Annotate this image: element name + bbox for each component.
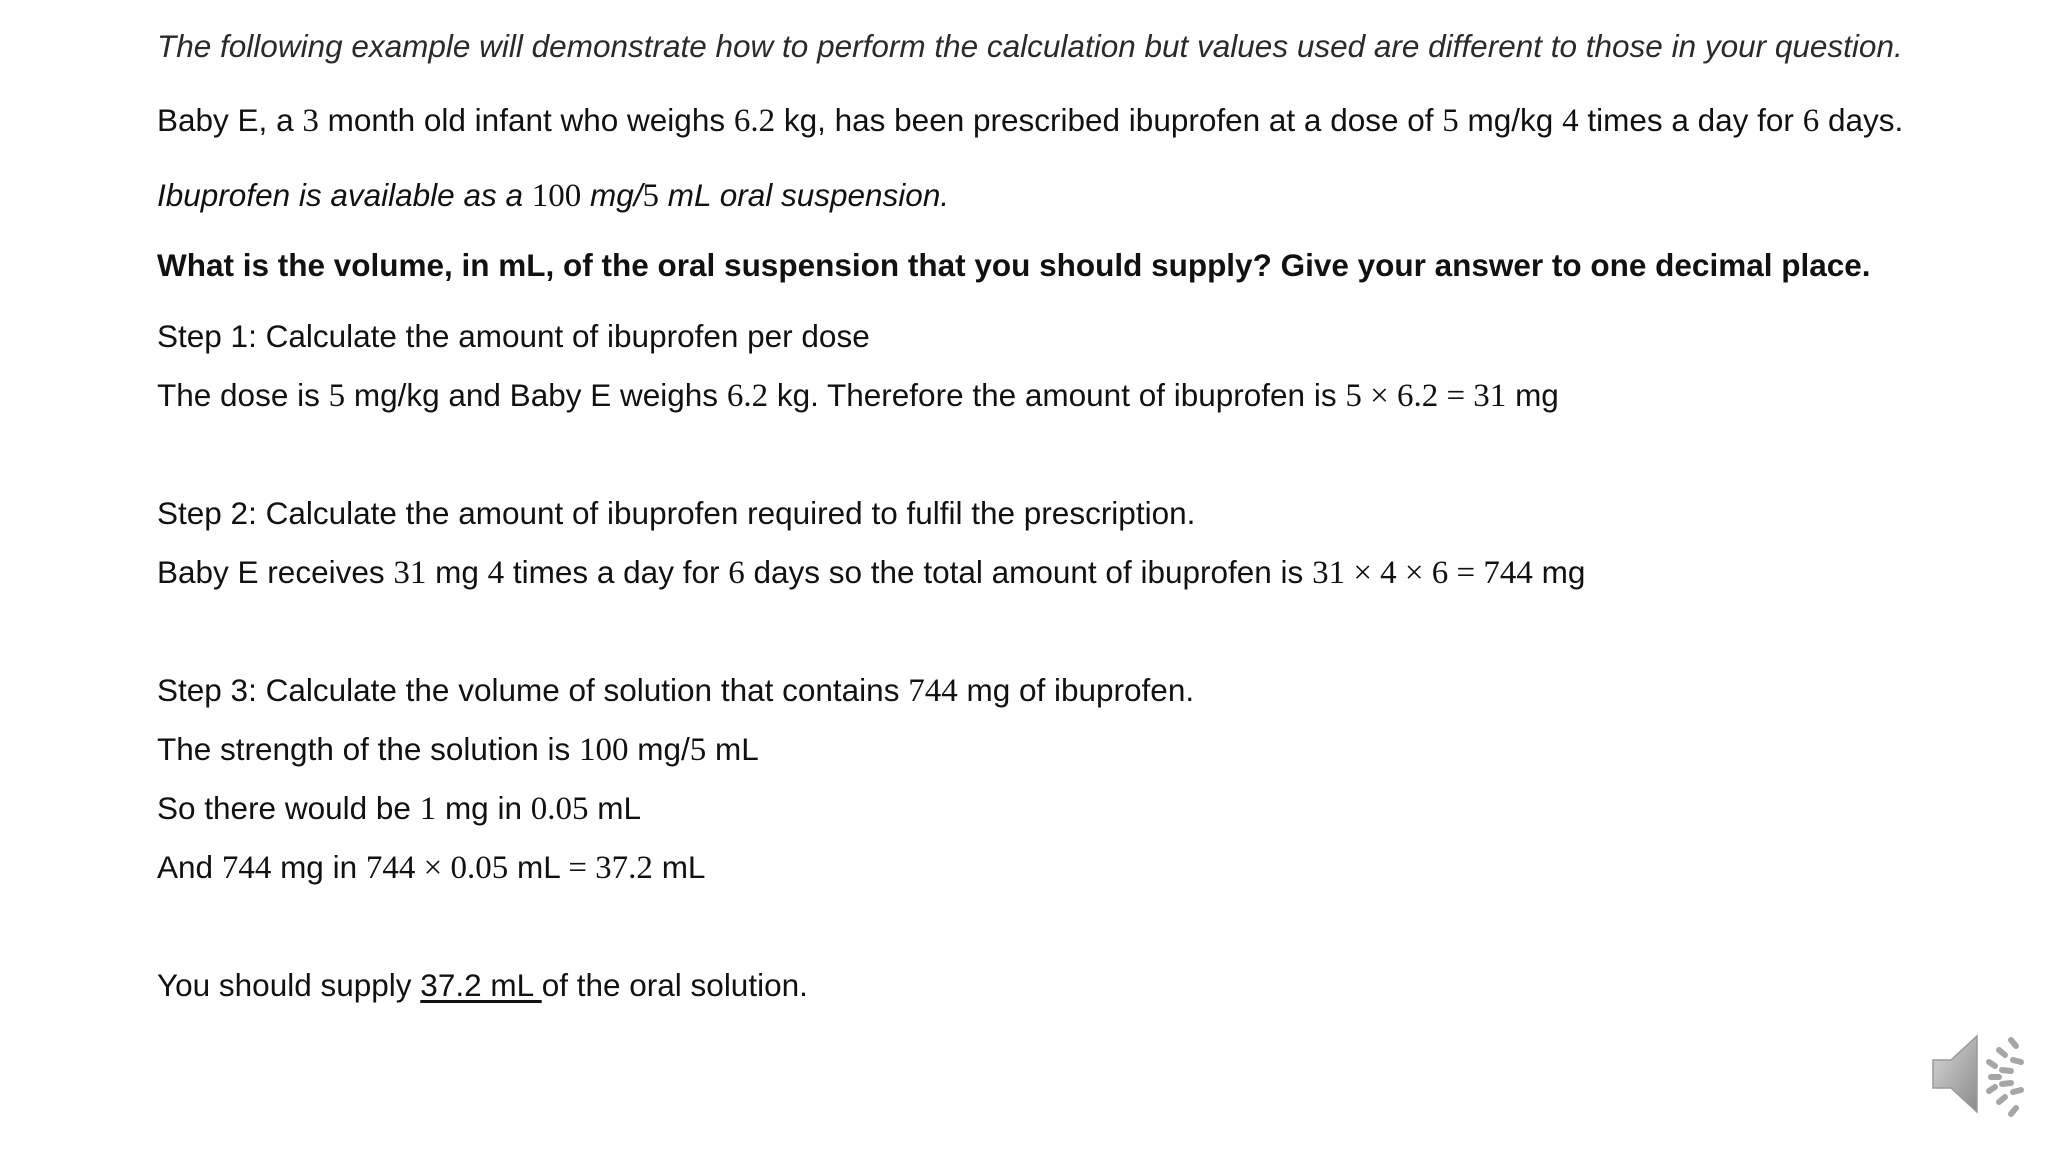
step3-strength-unit1: mg/: [628, 731, 690, 767]
step3-heading-amount: 744: [908, 673, 958, 709]
step2-amount: 31: [393, 555, 427, 591]
scenario-mid3: mg/kg: [1458, 102, 1563, 138]
step3-total-eq-b: = 37.2: [568, 850, 653, 886]
step2-text-a: Baby E receives: [157, 554, 394, 590]
step2-freq: 4: [487, 555, 505, 591]
question-text: What is the volume, in mL, of the oral suspension that you should supply? Give your answer to one decimal place.: [157, 247, 1871, 283]
step1-dose: 5: [328, 378, 346, 414]
slide-content: [157, 0, 2017, 1152]
speaker-icon[interactable]: [1925, 1022, 2030, 1127]
step2-text-b: mg: [426, 554, 488, 590]
step3-heading: [157, 670, 1194, 711]
step1-weight: 6.2: [726, 378, 769, 414]
scenario-days: 6: [1802, 103, 1820, 139]
answer-suffix: of the oral solution.: [541, 967, 808, 1003]
scenario-dose: 5: [1442, 103, 1459, 139]
step3-total-eq-a: 744 × 0.05: [365, 850, 509, 886]
step3-heading-a: Step 3: Calculate the volume of solution that contains: [157, 672, 909, 708]
step2-unit: mg: [1532, 554, 1586, 590]
scenario-mid1: month old infant who weighs: [318, 102, 734, 138]
step1-text-b: mg/kg and Baby E weighs: [345, 377, 727, 413]
step2-text-d: days so the total amount of ibuprofen is: [744, 554, 1313, 590]
availability-unit1: mg/: [581, 177, 643, 213]
availability-strength-num: 100: [531, 178, 582, 214]
step2-text: [157, 552, 1585, 593]
step1-heading: Step 1: Calculate the amount of ibuprofen per dose: [157, 318, 870, 354]
scenario-mid2: kg, has been prescribed ibuprofen at a dose of: [775, 102, 1443, 138]
step1-text: [157, 375, 1559, 416]
scenario-age: 3: [302, 103, 319, 139]
step3-per-mg-one: 1: [419, 791, 437, 827]
scenario-text: [157, 100, 1903, 141]
scenario-suffix: days.: [1819, 102, 1904, 138]
intro-note: The following example will demonstrate how to perform the calculation but values used are different to those in your question.: [157, 28, 1903, 64]
step3-per-mg-b: mg in: [436, 790, 531, 826]
availability-text: [157, 175, 949, 216]
step1-equation: 5 × 6.2 = 31: [1345, 378, 1507, 414]
step3-strength-a: The strength of the solution is: [157, 731, 579, 767]
availability-prefix: Ibuprofen is available as a: [157, 177, 532, 213]
step3-strength-num: 100: [579, 732, 629, 768]
step3-total-amount: 744: [221, 850, 272, 886]
step2-days: 6: [728, 555, 745, 591]
answer-value: 37.2 mL: [420, 967, 542, 1003]
step3-per-mg: [157, 788, 641, 829]
step2-text-c: times a day for: [504, 554, 729, 590]
step3-per-mg-c: mL: [588, 790, 641, 826]
step3-strength: [157, 729, 759, 770]
availability-suffix: mL oral suspension.: [659, 177, 950, 213]
step3-strength-unit2: mL: [706, 731, 759, 767]
availability-strength-den: 5: [642, 178, 660, 214]
answer-text: [157, 965, 808, 1005]
scenario-freq: 4: [1562, 103, 1579, 139]
step3-per-mg-a: So there would be: [157, 790, 420, 826]
step3-total-c: mL: [508, 849, 569, 885]
step1-unit: mg: [1506, 377, 1559, 413]
step3-total-b: mg in: [271, 849, 366, 885]
step3-heading-b: mg of ibuprofen.: [957, 672, 1195, 708]
step1-text-c: kg. Therefore the amount of ibuprofen is: [768, 377, 1346, 413]
answer-prefix: You should supply: [157, 967, 421, 1003]
step3-total-a: And: [157, 849, 222, 885]
step3-strength-den: 5: [689, 732, 707, 768]
step1-text-a: The dose is: [157, 377, 329, 413]
scenario-weight: 6.2: [733, 103, 776, 139]
step3-total: [157, 847, 705, 888]
step3-per-mg-vol: 0.05: [530, 791, 589, 827]
speaker-icon-graphic: [1925, 1022, 2030, 1127]
step2-heading: Step 2: Calculate the amount of ibuprofen required to fulfil the prescription.: [157, 495, 1196, 531]
scenario-prefix: Baby E, a: [157, 102, 303, 138]
step3-total-d: mL: [652, 849, 706, 885]
scenario-mid4: times a day for: [1578, 102, 1803, 138]
step2-equation: 31 × 4 × 6 = 744: [1312, 555, 1533, 591]
